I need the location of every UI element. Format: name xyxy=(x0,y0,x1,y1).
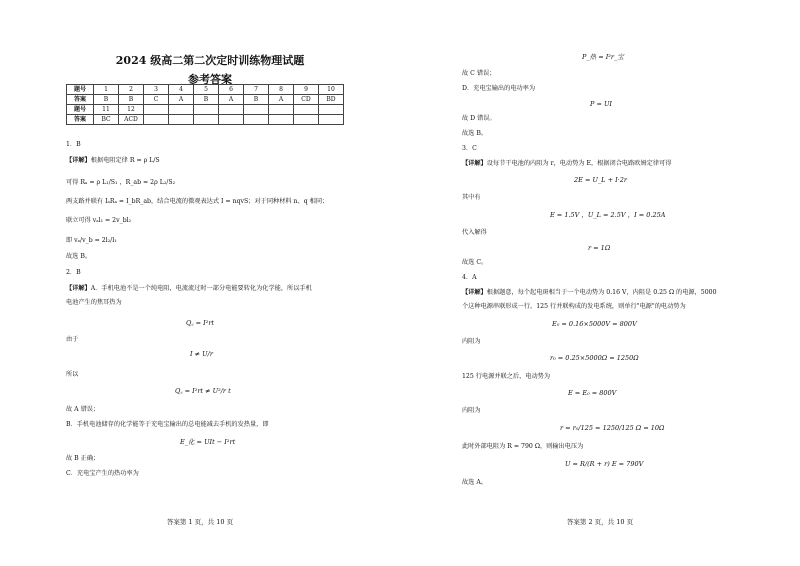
table-cell: 5 xyxy=(194,85,219,95)
table-cell: 9 xyxy=(294,85,319,95)
table-cell xyxy=(244,105,269,115)
table-cell: 答案 xyxy=(67,115,94,125)
table-cell: B xyxy=(94,95,119,105)
q2-equation-3: Q꜀ = I²rt ≠ U²/r t xyxy=(175,387,231,395)
q1-line-2: 可得 Rₐ = ρ L₁/S₁ ，R_ab = 2ρ L₂/S₂ xyxy=(66,179,176,186)
answer-page-2 xyxy=(400,0,800,566)
table-cell: ACD xyxy=(119,115,144,125)
q2-line-3: 由于 xyxy=(66,336,79,343)
q3-pick: 故选 C。 xyxy=(462,259,488,266)
table-cell: BD xyxy=(319,95,344,105)
table-cell: 11 xyxy=(94,105,119,115)
table-cell xyxy=(219,115,244,125)
table-cell xyxy=(319,105,344,115)
q3-line-2: 其中有 xyxy=(462,194,481,201)
line-d-wrong: 故 D 错误。 xyxy=(462,115,496,122)
q4-equation-3: E = E₀ = 800V xyxy=(568,389,617,397)
q4-number: 4．A xyxy=(462,274,477,281)
q4-line-5: 内阻为 xyxy=(462,407,481,414)
table-cell: 8 xyxy=(269,85,294,95)
q4-equation-1: E₀ = 0.16×5000V = 800V xyxy=(552,320,637,328)
table-cell xyxy=(144,115,169,125)
q4-line-2: 个这种电源串联形成一行，125 行并联构成的发电系统，则单行"电源"的电动势为 xyxy=(462,303,686,310)
table-cell: 6 xyxy=(219,85,244,95)
detail-tag: 【详解】 xyxy=(66,157,91,164)
detail-tag: 【详解】 xyxy=(66,285,91,292)
q3-equation-3: r = 1Ω xyxy=(588,244,611,252)
table-row xyxy=(67,105,344,115)
table-row xyxy=(67,95,344,105)
q4-line-1 xyxy=(462,289,717,297)
q2-line-1 xyxy=(66,285,312,293)
q3-equation-1: 2E = U_L + I·2r xyxy=(574,176,627,184)
table-cell: 2 xyxy=(119,85,144,95)
table-cell: A xyxy=(269,95,294,105)
q2-number: 2．B xyxy=(66,269,81,276)
table-cell: 4 xyxy=(169,85,194,95)
q2-equation-2: I ≠ U/r xyxy=(190,350,213,358)
table-cell xyxy=(244,115,269,125)
table-cell: 12 xyxy=(119,105,144,115)
detail-tag: 【详解】 xyxy=(462,289,487,296)
table-cell xyxy=(294,105,319,115)
table-cell: A xyxy=(219,95,244,105)
q2-line-2: 电池产生的焦耳热为 xyxy=(66,299,122,306)
table-cell: A xyxy=(169,95,194,105)
line-c-wrong: 故 C 错误； xyxy=(462,70,496,77)
q2-line-7: 故 B 正确； xyxy=(66,455,100,462)
table-cell: BC xyxy=(94,115,119,125)
q3-line-3: 代入解得 xyxy=(462,229,487,236)
q3-text-1: 设每节干电池的内阻为 r，电动势为 E，根据闭合电路欧姆定律可得 xyxy=(486,160,672,167)
table-cell: C xyxy=(144,95,169,105)
page-footer: 答案第 2 页，共 10 页 xyxy=(566,518,634,526)
table-cell: 1 xyxy=(94,85,119,95)
table-cell: 7 xyxy=(244,85,269,95)
table-cell: CD xyxy=(294,95,319,105)
exam-title: 2024 级高二第二次定时训练物理试题 xyxy=(115,54,305,67)
table-cell: 答案 xyxy=(67,95,94,105)
q3-equation-2: E = 1.5V ，U_L = 2.5V ，I = 0.25A xyxy=(550,211,666,219)
q2-line-8: C．充电宝产生的热功率为 xyxy=(66,470,139,477)
table-cell: 题号 xyxy=(67,105,94,115)
q1-line-1 xyxy=(66,157,160,165)
q4-line-6: 此时外部电阻为 R = 790 Ω，则输出电压为 xyxy=(462,443,584,450)
q1-line-3: 两支路并联有 IₐRₐ = I_bR_ab，结合电流的微观表达式 I = nqvS；对于同种材料 n、q 相同； xyxy=(66,198,329,205)
table-cell: 题号 xyxy=(67,85,94,95)
q2-equation-1: Q꜀ = I²rt xyxy=(186,319,215,327)
table-cell: B xyxy=(244,95,269,105)
table-cell xyxy=(269,105,294,115)
q4-equation-2: r₀ = 0.25×5000Ω = 1250Ω xyxy=(550,354,639,362)
table-cell xyxy=(144,105,169,115)
q2-equation-4: E_化 = UIt − I²rt xyxy=(180,438,236,446)
table-cell: B xyxy=(119,95,144,105)
table-cell xyxy=(294,115,319,125)
page-footer: 答案第 1 页，共 10 页 xyxy=(166,518,234,526)
table-cell: B xyxy=(194,95,219,105)
answer-table xyxy=(66,84,344,125)
q2-pick: 故选 B。 xyxy=(462,130,488,137)
detail-tag: 【详解】 xyxy=(462,160,487,167)
table-cell xyxy=(194,105,219,115)
table-row xyxy=(67,85,344,95)
q2-text-1: A．手机电池不是一个纯电阻，电流流过时一部分电能要转化为化学能，所以手机 xyxy=(90,285,312,292)
q2-line-4: 所以 xyxy=(66,371,79,378)
q4-line-4: 125 行电源并联之后，电动势为 xyxy=(462,373,551,380)
table-cell xyxy=(269,115,294,125)
q2-line-5: 故 A 错误； xyxy=(66,406,100,413)
equation-heat-power: P_热 = I²r_宝 xyxy=(582,53,624,61)
q1-line-4: 联立可得 vₐl₁ = 2v_bl₂ xyxy=(66,217,132,224)
line-d-text: D．充电宝输出的电功率为 xyxy=(462,85,536,92)
answer-key-heading: 参考答案 xyxy=(188,73,232,86)
table-cell xyxy=(169,115,194,125)
table-cell: 3 xyxy=(144,85,169,95)
equation-output-power: P = UI xyxy=(590,100,612,108)
table-cell: 10 xyxy=(319,85,344,95)
q1-text-1: 根据电阻定律 R = ρ L/S xyxy=(90,157,160,164)
q1-line-5: 即 vₐ/v_b = 2l₂/l₁ xyxy=(66,237,117,244)
table-cell xyxy=(219,105,244,115)
table-row xyxy=(67,115,344,125)
q4-equation-5: U = R/(R + r) E = 790V xyxy=(565,460,644,468)
table-cell xyxy=(319,115,344,125)
q4-line-3: 内阻为 xyxy=(462,338,481,345)
q2-line-6: B．手机电池储存的化学能等于充电宝输出的总电能减去手机的发热量，即 xyxy=(66,421,269,428)
q4-equation-4: r = r₀/125 = 1250/125 Ω = 10Ω xyxy=(560,424,665,432)
table-cell xyxy=(169,105,194,115)
q1-pick: 故选 B。 xyxy=(66,253,92,260)
table-cell xyxy=(194,115,219,125)
q3-line-1 xyxy=(462,160,671,168)
q1-number: 1．B xyxy=(66,141,81,148)
q4-text-1: 根据题意，每个起电斑相当于一个电动势为 0.16 V，内阻是 0.25 Ω 的电源，5000 xyxy=(486,289,717,296)
q3-number: 3．C xyxy=(462,145,477,152)
q4-pick: 故选 A。 xyxy=(462,479,487,486)
